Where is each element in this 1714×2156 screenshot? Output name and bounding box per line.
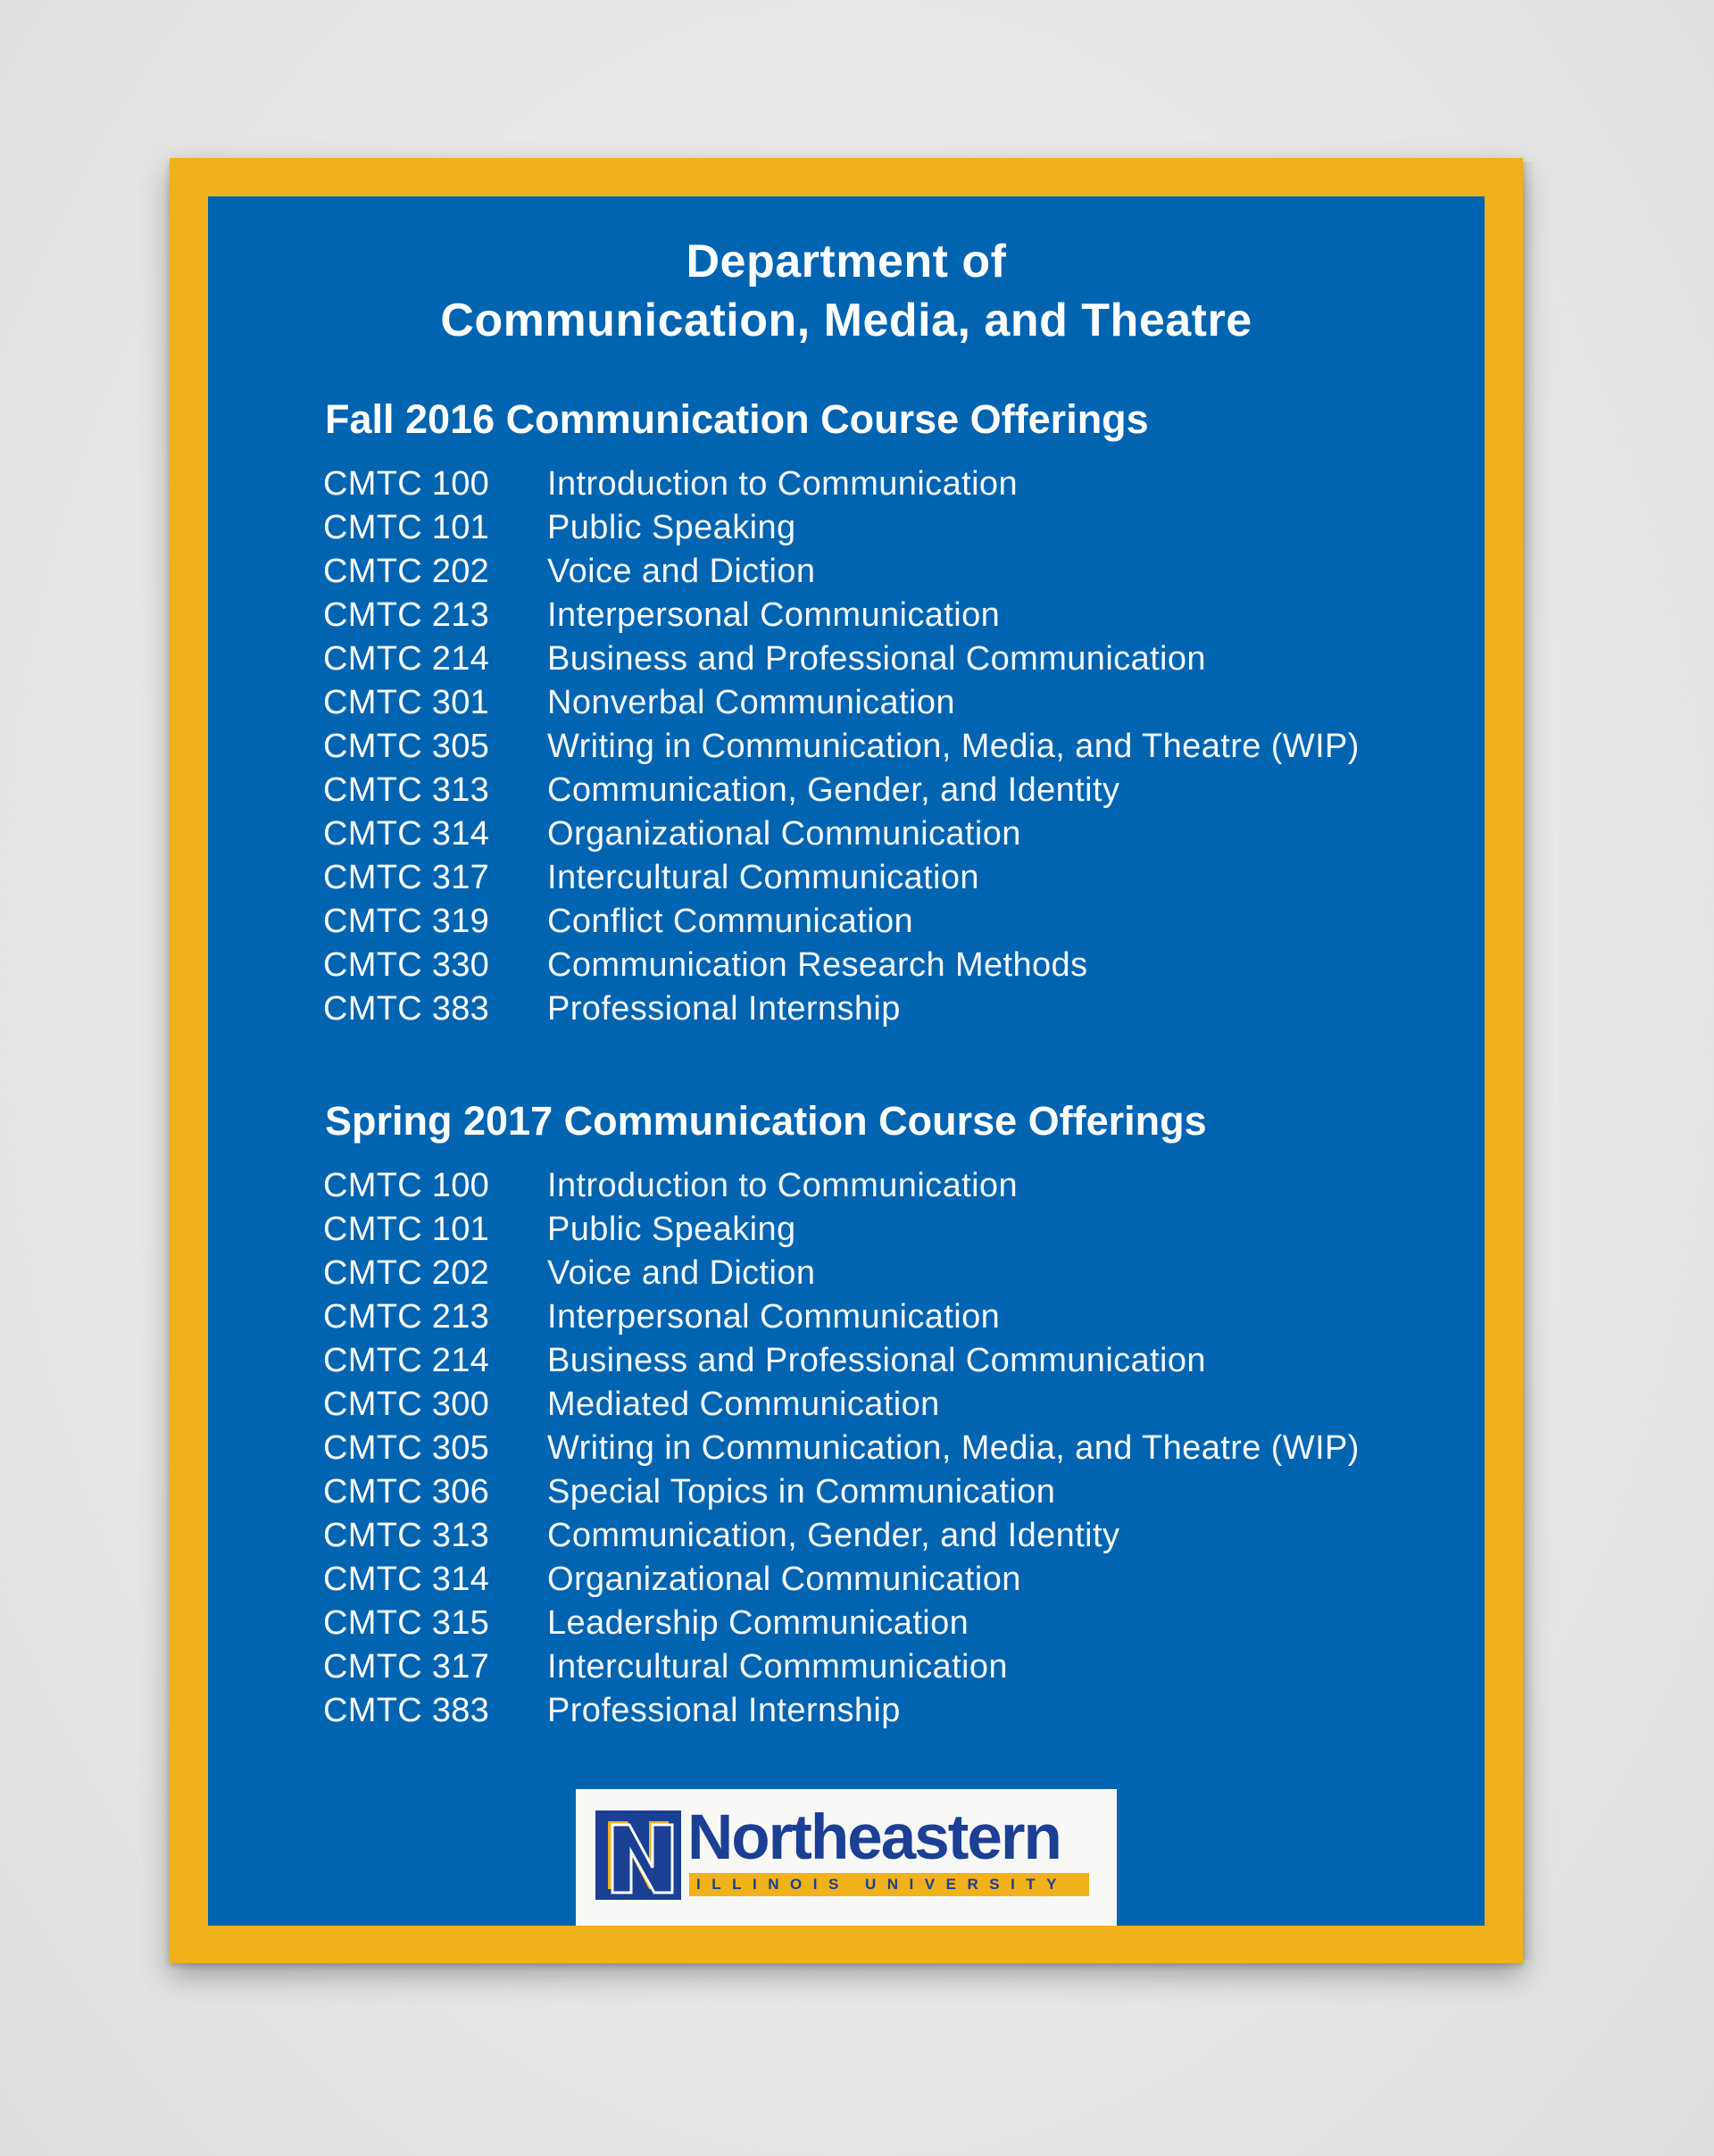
course-title: Special Topics in Communication <box>547 1473 1056 1511</box>
flyer-edge-shadow <box>1523 162 1535 1960</box>
course-title: Intercultural Commmunication <box>547 1648 1008 1686</box>
course-row <box>323 1558 1430 1602</box>
course-row <box>323 1514 1430 1558</box>
course-code: CMTC 315 <box>323 1604 490 1642</box>
course-code: CMTC 383 <box>323 990 490 1028</box>
department-title-line1: Department of <box>686 236 1007 287</box>
course-title: Organizational Communication <box>547 1561 1021 1598</box>
course-title: Public Speaking <box>547 509 796 546</box>
course-title: Voice and Diction <box>547 553 816 590</box>
course-title: Writing in Communication, Media, and Theatre (WIP) <box>547 728 1360 765</box>
course-title: Conflict Communication <box>547 903 914 940</box>
course-title: Professional Internship <box>547 990 901 1028</box>
course-title: Introduction to Communication <box>547 1167 1018 1204</box>
course-code: CMTC 213 <box>323 1298 490 1336</box>
course-row <box>323 812 1430 856</box>
course-code: CMTC 306 <box>323 1473 490 1511</box>
logo-subtitle: ILLINOIS UNIVERSITY <box>696 1876 1069 1893</box>
course-row <box>323 1339 1430 1383</box>
course-title: Writing in Communication, Media, and Theatre (WIP) <box>547 1429 1360 1467</box>
course-code: CMTC 313 <box>323 771 490 809</box>
spring-section <box>323 1096 1430 1733</box>
course-code: CMTC 313 <box>323 1517 490 1554</box>
neiu-n-logo-icon <box>595 1811 681 1900</box>
course-row <box>323 856 1430 900</box>
flyer <box>170 158 1523 1963</box>
course-title: Communication, Gender, and Identity <box>547 1517 1120 1554</box>
course-title: Public Speaking <box>547 1211 796 1248</box>
course-title: Organizational Communication <box>547 815 1021 853</box>
course-title: Introduction to Communication <box>547 465 1018 503</box>
course-title: Communication Research Methods <box>547 946 1088 984</box>
course-code: CMTC 100 <box>323 465 490 503</box>
course-row <box>323 1252 1430 1295</box>
course-code: CMTC 301 <box>323 684 490 721</box>
course-row <box>323 769 1430 812</box>
fall-course-list <box>323 462 1430 1031</box>
course-row <box>323 944 1430 987</box>
course-row <box>323 1470 1430 1514</box>
course-title: Professional Internship <box>547 1692 901 1729</box>
course-title: Voice and Diction <box>547 1254 816 1292</box>
course-row <box>323 1602 1430 1645</box>
course-title: Leadership Communication <box>547 1604 969 1642</box>
course-code: CMTC 314 <box>323 815 490 853</box>
course-title: Nonverbal Communication <box>547 684 955 721</box>
course-row <box>323 637 1430 681</box>
course-row <box>323 1208 1430 1252</box>
course-title: Intercultural Communication <box>547 859 979 896</box>
course-code: CMTC 100 <box>323 1167 490 1204</box>
course-code: CMTC 214 <box>323 640 490 678</box>
course-row <box>323 1383 1430 1427</box>
course-row <box>323 725 1430 769</box>
university-logo <box>576 1789 1117 1926</box>
course-code: CMTC 101 <box>323 1211 490 1248</box>
blue-panel <box>208 196 1485 1926</box>
course-row <box>323 462 1430 506</box>
course-code: CMTC 317 <box>323 1648 490 1686</box>
department-title-line2: Communication, Media, and Theatre <box>440 295 1252 346</box>
course-row <box>323 1645 1430 1689</box>
course-title: Business and Professional Communication <box>547 640 1206 678</box>
course-code: CMTC 317 <box>323 859 490 896</box>
course-title: Business and Professional Communication <box>547 1342 1206 1379</box>
course-code: CMTC 305 <box>323 728 490 765</box>
spring-heading: Spring 2017 Communication Course Offerings <box>325 1098 1207 1144</box>
course-code: CMTC 330 <box>323 946 490 984</box>
course-row <box>323 1295 1430 1339</box>
course-row <box>323 1689 1430 1733</box>
course-code: CMTC 202 <box>323 553 490 590</box>
course-row <box>323 681 1430 725</box>
course-row <box>323 1427 1430 1470</box>
course-title: Interpersonal Communication <box>547 1298 1001 1336</box>
course-code: CMTC 214 <box>323 1342 490 1379</box>
course-row <box>323 987 1430 1031</box>
course-code: CMTC 319 <box>323 903 490 940</box>
logo-wordmark: Northeastern <box>687 1802 1061 1873</box>
course-row <box>323 900 1430 944</box>
course-title: Mediated Communication <box>547 1386 940 1423</box>
course-code: CMTC 305 <box>323 1429 490 1467</box>
course-code: CMTC 213 <box>323 596 490 634</box>
course-title: Interpersonal Communication <box>547 596 1001 634</box>
course-row <box>323 550 1430 594</box>
fall-section <box>323 395 1430 1031</box>
course-row <box>323 1164 1430 1208</box>
course-code: CMTC 383 <box>323 1692 490 1729</box>
course-code: CMTC 101 <box>323 509 490 546</box>
fall-heading: Fall 2016 Communication Course Offerings <box>325 396 1149 442</box>
spring-course-list <box>323 1164 1430 1733</box>
course-code: CMTC 300 <box>323 1386 490 1423</box>
course-code: CMTC 202 <box>323 1254 490 1292</box>
course-row <box>323 594 1430 637</box>
course-row <box>323 506 1430 550</box>
course-code: CMTC 314 <box>323 1561 490 1598</box>
department-title <box>208 232 1485 350</box>
course-title: Communication, Gender, and Identity <box>547 771 1120 809</box>
